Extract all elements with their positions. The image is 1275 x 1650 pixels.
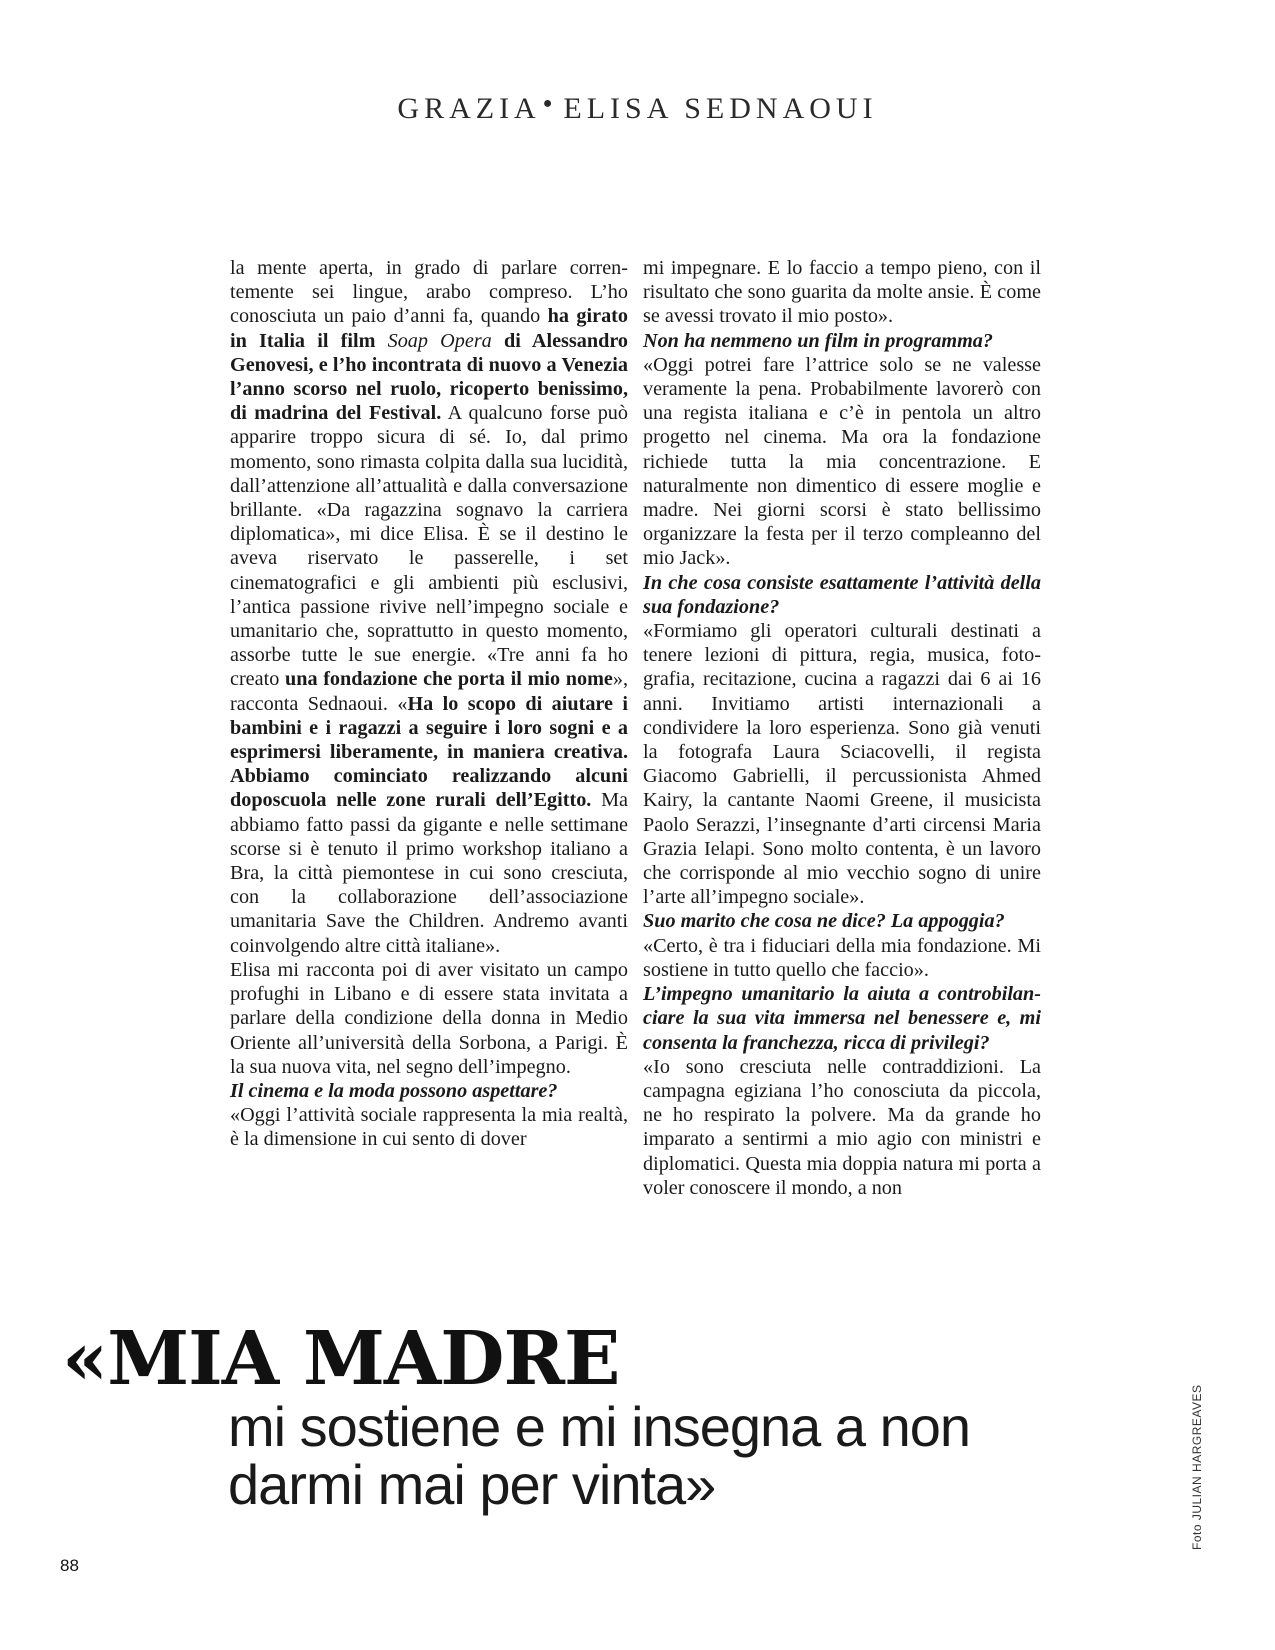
page-number: 88: [60, 1556, 79, 1575]
interview-answer: «Io sono cresciuta nelle contraddizioni. La campagna egiziana l’ho conosciuta da piccola, ne ho respirato la polvere. Ma da grande ho imparato a sentirmi a mio agio con ministri e diplomatici. Questa mia doppia natura mi porta a voler conoscere il mondo, a non: [643, 1055, 1041, 1199]
article-column-right: [643, 256, 1041, 1200]
header-brand: GRAZIA: [397, 92, 541, 125]
pull-quote-line: mi sostiene e mi insegna a non darmi mai per vinta»: [228, 1395, 970, 1516]
pull-quote: [62, 1316, 1062, 1516]
interview-answer: mi impegnare. E lo faccio a tempo pieno, con il risultato che sono guarita da molte ansie. È come se avessi trovato il mio posto».: [643, 257, 1041, 328]
photo-credit: Foto JULIAN HARGREAVES: [1190, 1384, 1204, 1550]
interview-question: L’impegno umanitario la aiuta a controbilanciare la sua vita immersa nel benessere e, mi consenta la franchezza, ricca di privilegi?: [643, 983, 1041, 1054]
interview-question: Suo marito che cosa ne dice? La appoggia?: [643, 910, 1005, 933]
article-column-left: [230, 256, 628, 1152]
interview-answer: «Oggi potrei fare l’attrice solo se ne valesse veramente la pena. Probabilmente lavorerò con una regista italiana e c’è in pentola un altro progetto nel cinema. Ma ora la fondazione richiede tutta la mia concentrazione. E naturalmente non dimentico di essere moglie e madre. Nei giorni scorsi è stato bellissimo organizzare la festa per il terzo compleanno del mio Jack».: [643, 353, 1041, 570]
article-paragraph: la mente aperta, in grado di parlare correntemente sei lingue, arabo compreso. L’ho conosciuta un paio d’anni fa, quando ha girato in Italia il film Soap Opera di Alessandro Genovesi, e l’ho incontrata di nuovo a Venezia l’anno scorso nel ruolo, ricoperto benissimo, di madrina del Festival. A qualcuno forse può apparire troppo sicura di sé. Io, dal primo momento, sono rimasta colpita dalla sua lucidità, dall’attenzione all’attualità e dalla conversazione brillante. «Da ragazzina sognavo la carriera diplomatica», mi dice Elisa. È se il destino le aveva riservato le passerelle, i set cinematografici e gli ambienti più esclusivi, l’antica passione rivive nell’impegno sociale e umanitario che, soprattutto in questo momento, assorbe tutte le sue energie. «Tre anni fa ho creato una fondazione che porta il mio nome», racconta Sednaoui. «Ha lo scopo di aiutare i bambini e i ragazzi a seguire i loro sogni e a esprimersi liberamente, in maniera creativa. Abbiamo cominciato realizzando alcuni doposcuola nelle zone rurali dell’Egitto. Ma abbiamo fatto passi da gigante e nelle settimane scorse si è tenuto il primo workshop italiano a Bra, la città piemontese in cui sono cresciuta, con la collaborazione dell’associazione umanitaria Save the Children. Andremo avanti coinvolgendo altre città italiane».: [230, 257, 629, 957]
interview-question: Non ha nemmeno un film in programma?: [643, 329, 993, 352]
interview-question: In che cosa consiste esattamente l’attività della sua fondazione?: [643, 571, 1041, 618]
article-paragraph: Elisa mi racconta poi di aver visitato un campo profughi in Libano e di essere stata invitata a parlare della condizione della donna in Medio Oriente all’università della Sorbona, a Parigi. È la sua nuova vita, nel segno dell’impegno.: [230, 958, 628, 1078]
pull-quote-headline: «MIA MADRE: [62, 1316, 620, 1402]
running-header: [0, 92, 1275, 126]
film-title: Soap Opera: [387, 329, 492, 352]
interview-answer: «Certo, è tra i fiduciari della mia fondazione. Mi sostiene in tutto quello che faccio».: [643, 934, 1041, 981]
interview-question: Il cinema e la moda possono aspettare?: [230, 1079, 558, 1102]
header-subject: ELISA SEDNAOUI: [563, 92, 878, 125]
interview-answer: «Oggi l’attività sociale rappresenta la mia realtà, è la dimensione in cui sento di dover: [230, 1104, 628, 1151]
interview-answer: «Formiamo gli operatori culturali destinati a tenere lezioni di pittura, regia, musica, fotografia, recitazione, cucina a ragazzi dai 6 ai 16 anni. Invitiamo artisti internazionali a condividere la loro esperienza. Sono già venuti la fotografa Laura Sciacovelli, il regista Giacomo Gabrielli, il percussionista Ahmed Kairy, la cantante Naomi Greene, il musicista Paolo Serazzi, l’insegnante d’arti circensi Maria Grazia Ielapi. Sono molto contenta, è un lavoro che corrisponde al mio vecchio sogno di unire l’arte all’impegno sociale».: [643, 620, 1041, 909]
header-bullet: ●: [542, 95, 558, 112]
